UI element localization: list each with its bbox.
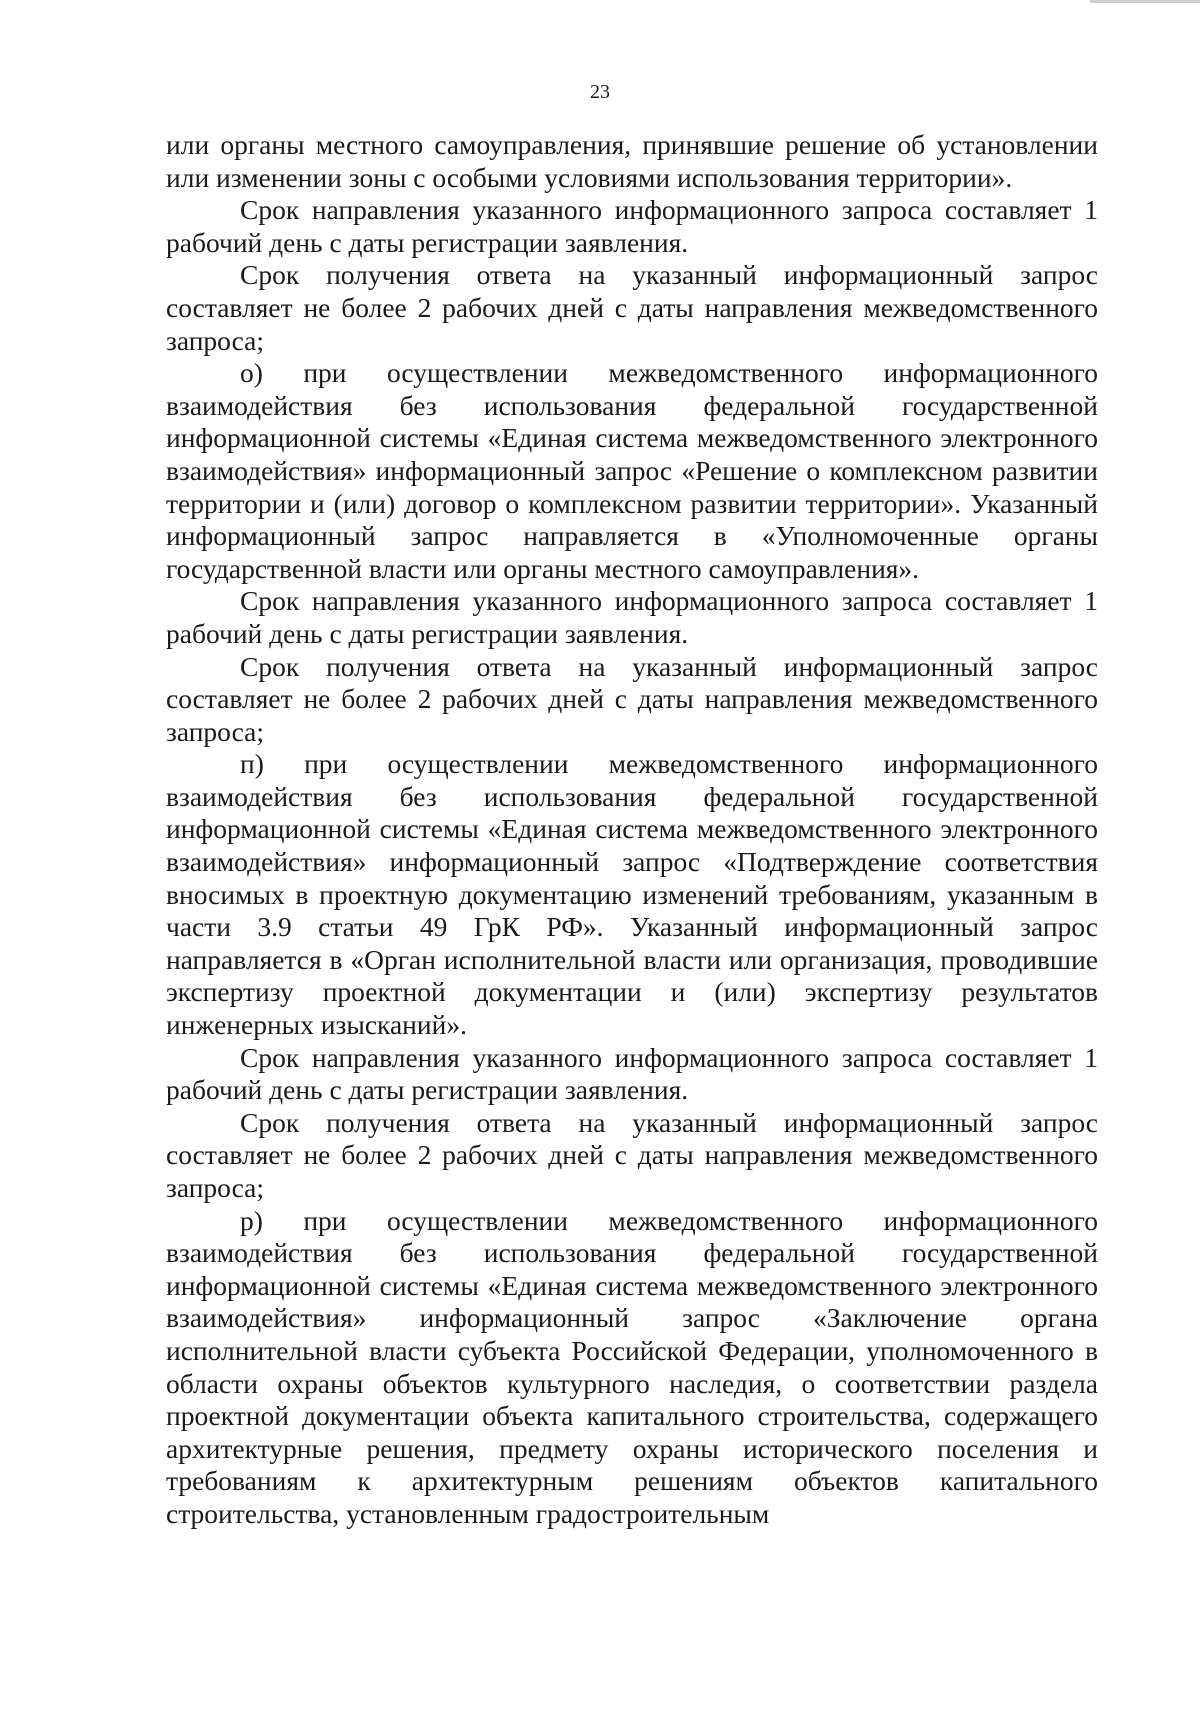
paragraph-request-deadline: Срок направления указанного информационного запроса составляет 1 рабочий день с даты регистрации заявления.: [166, 194, 1098, 258]
page-number: 23: [590, 81, 610, 103]
paragraph-response-deadline: Срок получения ответа на указанный информационный запрос составляет не более 2 рабочих дней с даты направления межведомственного запроса;: [166, 259, 1098, 356]
paragraph-request-deadline: Срок направления указанного информационного запроса составляет 1 рабочий день с даты регистрации заявления.: [166, 1041, 1098, 1106]
paragraph-item-p: п) при осуществлении межведомственного информационного взаимодействия без использования федеральной государственной информационной системы «Единая система межведомственного электронного взаимодействия» информационный запрос «Подтверждение соответствия вносимых в проектную документацию изменений требованиям, указанным в части 3.9 статьи 49 ГрК РФ». Указанный информационный запрос направляется в «Орган исполнительной власти или организация, проводившие экспертизу проектной документации и (или) экспертизу результатов инженерных изысканий».: [166, 748, 1098, 1041]
paragraph-response-deadline: Срок получения ответа на указанный информационный запрос составляет не более 2 рабочих дней с даты направления межведомственного запроса;: [166, 1106, 1098, 1203]
paragraph-continuation: или органы местного самоуправления, принявшие решение об установлении или изменении зоны с особыми условиями использования территории».: [166, 129, 1098, 193]
scan-edge-mark: [1090, 0, 1200, 3]
paragraph-item-o: о) при осуществлении межведомственного информационного взаимодействия без использования федеральной государственной информационной системы «Единая система межведомственного электронного взаимодействия» информационный запрос «Решение о комплексном развитии территории и (или) договор о комплексном развитии территории». Указанный информационный запрос направляется в «Уполномоченные органы государственной власти или органы местного самоуправления».: [166, 357, 1098, 584]
paragraph-item-r: р) при осуществлении межведомственного информационного взаимодействия без использования федеральной государственной информационной системы «Единая система межведомственного электронного взаимодействия» информационный запрос «Заключение органа исполнительной власти субъекта Российской Федерации, уполномоченного в области охраны объектов культурного наследия, о соответствии раздела проектной документации объекта капитального строительства, содержащего архитектурные решения, предмету охраны исторического поселения и требованиям к архитектурным решениям объектов капитального строительства, установленным градостроительным: [166, 1204, 1098, 1529]
paragraph-request-deadline: Срок направления указанного информационного запроса составляет 1 рабочий день с даты регистрации заявления.: [166, 585, 1098, 649]
document-body: [166, 129, 1098, 1531]
paragraph-response-deadline: Срок получения ответа на указанный информационный запрос составляет не более 2 рабочих дней с даты направления межведомственного запроса;: [166, 650, 1098, 747]
